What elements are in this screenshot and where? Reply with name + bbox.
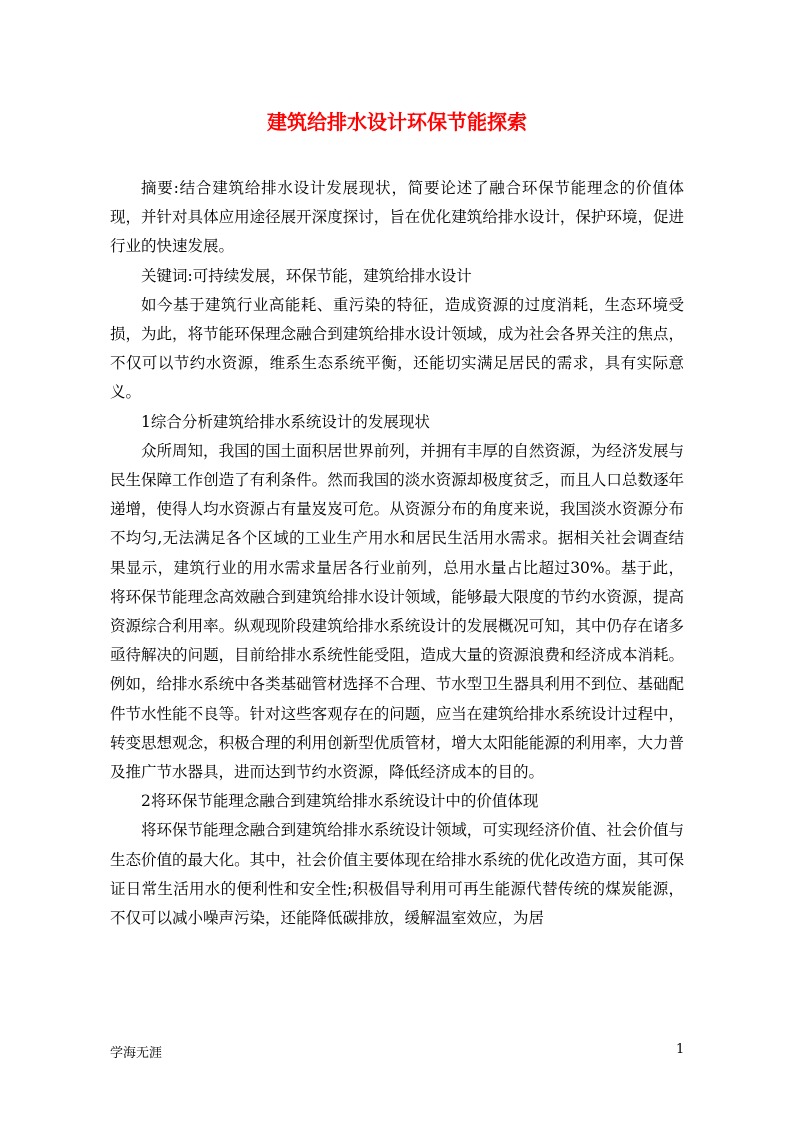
page-number: 1 [676, 1042, 685, 1057]
section-2-paragraph: 将环保节能理念融合到建筑给排水系统设计领域，可实现经济价值、社会价值与生态价值的最大化。其中，社会价值主要体现在给排水系统的优化改造方面，其可保证日常生活用水的便利性和安全性;积极倡导利用可再生能源代替传统的煤炭能源，不仅可以减小噪声污染，还能降低碳排放，缓解温室效应，为居 [110, 821, 684, 928]
document-body [110, 174, 684, 933]
section-heading-1: 1综合分析建筑给排水系统设计的发展现状 [141, 412, 430, 431]
document-title: 建筑给排水设计环保节能探索 [267, 110, 527, 134]
footer-left-text: 学海无涯 [110, 1046, 163, 1061]
intro-paragraph: 如今基于建筑行业高能耗、重污染的特征，造成资源的过度消耗，生态环境受损，为此，将节能环保理念融合到建筑给排水设计领域，成为社会各界关注的焦点，不仅可以节约水资源，维系生态系统平衡，还能切实满足居民的需求，具有实际意义。 [110, 295, 684, 402]
section-heading-2: 2将环保节能理念融合到建筑给排水系统设计中的价值体现 [141, 792, 539, 811]
section-1-paragraph: 众所周知，我国的国土面积居世界前列，并拥有丰厚的自然资源，为经济发展与民生保障工作创造了有利条件。然而我国的淡水资源却极度贫乏，而且人口总数逐年递增，使得人均水资源占有量岌岌可危。从资源分布的角度来说，我国淡水资源分布不均匀,无法满足各个区域的工业生产用水和居民生活用水需求。据相关社会调查结果显示，建筑行业的用水需求量居各行业前列，总用水量占比超过30%。基于此，将环保节能理念高效融合到建筑给排水设计领域，能够最大限度的节约水资源，提高资源综合利用率。纵观现阶段建筑给排水系统设计的发展概况可知，其中仍存在诸多亟待解决的问题，目前给排水系统性能受阻，造成大量的资源浪费和经济成本消耗。例如，给排水系统中各类基础管材选择不合理、节水型卫生器具利用不到位、基础配件节水性能不良等。针对这些客观存在的问题，应当在建筑给排水系统设计过程中，转变思想观念，积极合理的利用创新型优质管材，增大太阳能能源的利用率，大力普及推广节水器具，进而达到节约水资源，降低经济成本的目的。 [110, 441, 684, 782]
abstract-paragraph: 摘要:结合建筑给排水设计发展现状，简要论述了融合环保节能理念的价值体现，并针对具体应用途径展开深度探讨，旨在优化建筑给排水设计，保护环境，促进行业的快速发展。 [110, 179, 684, 256]
keywords-paragraph: 关键词:可持续发展，环保节能，建筑给排水设计 [141, 266, 472, 285]
